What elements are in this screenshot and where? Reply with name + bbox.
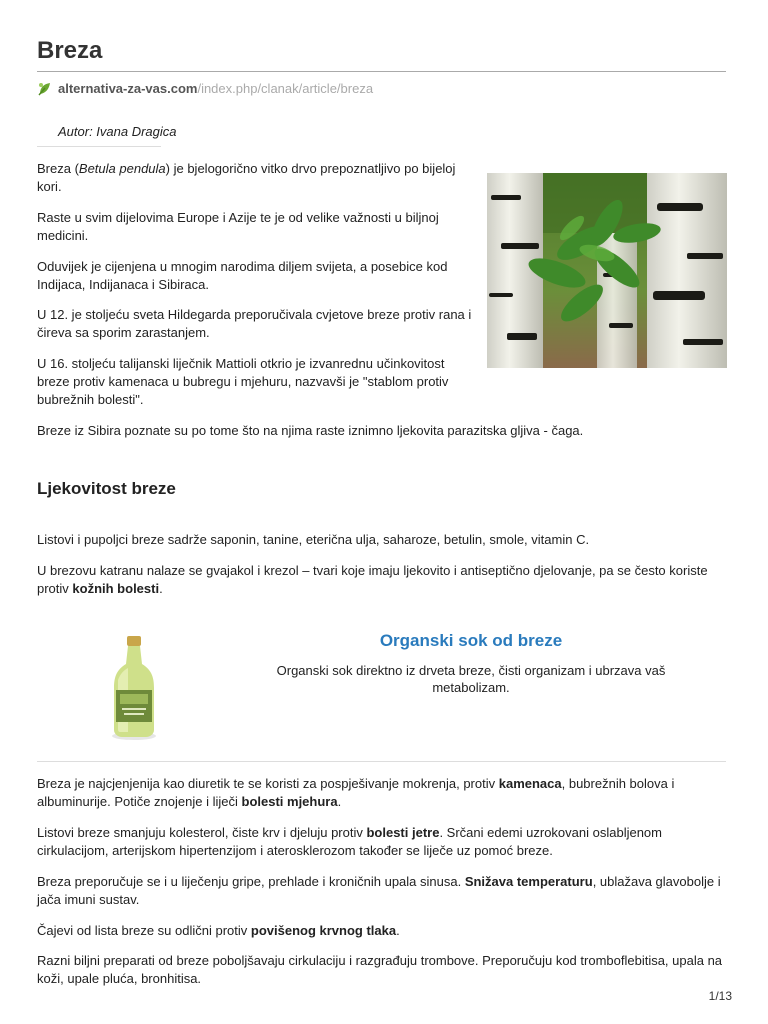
page-number: 1/13 xyxy=(708,989,732,1003)
intro-paragraph-5: U 16. stoljeću talijanski liječnik Mattioli otkrio je izvanrednu učinkovitost breze protiv kamenaca u bubregu i mjehuru, nazvavši je "stablom protiv bubrežnih bolesti". xyxy=(37,356,449,407)
text: , ublažava glavobolje i jača imuni sustav. xyxy=(37,874,721,907)
text: . xyxy=(159,581,163,596)
intro-paragraph-6: Breze iz Sibira poznate su po tome što na njima raste iznimno ljekovita parazitska gljiva - čaga. xyxy=(37,423,584,438)
emphasis: bolesti jetre xyxy=(366,825,440,840)
latin-name: Betula pendula xyxy=(78,161,166,176)
source-path[interactable]: /index.php/clanak/article/breza xyxy=(197,81,374,96)
body-paragraph-2 xyxy=(37,824,737,860)
body-paragraph-1 xyxy=(37,775,737,811)
section-heading: Ljekovitost breze xyxy=(37,479,176,498)
body-paragraph-5: Razni biljni preparati od breze poboljšavaju cirkulaciju i razgrađuju trombove. Preporučuju kod tromboflebitisa, upala na koži, upale pluća, bronhitisa. xyxy=(37,953,723,986)
text: Breza je najcjenjenija kao diuretik te se koristi za pospješivanje mokrenja, protiv xyxy=(37,776,499,791)
text: Čajevi od lista breze su odlični protiv xyxy=(37,923,251,938)
text: U brezovu katranu nalaze se gvajakol i krezol – tvari koje imaju ljekovito i antiseptično djelovanje, pa se često koriste protiv xyxy=(37,563,708,596)
body-paragraph-4 xyxy=(37,922,737,940)
emphasis: bolesti mjehura xyxy=(241,794,338,809)
promo-title-link[interactable]: Organski sok od breze xyxy=(379,631,563,650)
section-paragraph-1: Listovi i pupoljci breze sadrže saponin, tanine, eterična ulja, saharoze, betulin, smole, vitamin C. xyxy=(37,532,590,547)
emphasis: kožnih bolesti xyxy=(72,581,160,596)
text: Breza preporučuje se i u liječenju gripe, prehlade i kroničnih upala sinusa. xyxy=(37,874,465,889)
promo-divider xyxy=(37,761,726,762)
text: . xyxy=(396,923,400,938)
intro-paragraph-1 xyxy=(37,160,477,196)
body-paragraph-3 xyxy=(37,873,737,909)
author-divider xyxy=(37,146,161,147)
source-domain[interactable]: alternativa-za-vas.com xyxy=(58,81,198,96)
text: . xyxy=(337,794,342,809)
juice-bottle-image[interactable] xyxy=(60,628,208,742)
promo-description: Organski sok direktno iz drveta breze, čisti organizam i ubrzava vaš metabolizam. xyxy=(276,663,666,695)
emphasis: Snižava temperaturu xyxy=(464,874,593,889)
author: Autor: Ivana Dragica xyxy=(58,124,177,139)
emphasis: kamenaca xyxy=(498,776,562,791)
leaf-icon xyxy=(38,82,51,96)
section-paragraph-2 xyxy=(37,562,737,598)
text: ) je bjelogorično vitko drvo prepoznatljivo po bijeloj kori. xyxy=(37,161,456,194)
text: Breza ( xyxy=(37,161,79,176)
title-divider xyxy=(37,71,726,72)
source-link[interactable] xyxy=(38,80,373,98)
birch-photo xyxy=(487,173,727,368)
text: . Srčani edemi uzrokovani oslabljenom cirkulacijom, arterijskom hipertenzijom i aterosklerozom također se liječe uz pomoć breze. xyxy=(37,825,662,858)
intro-paragraph-2: Raste u svim dijelovima Europe i Azije te je od velike važnosti u biljnoj medicini. xyxy=(37,210,439,243)
emphasis: povišenog krvnog tlaka xyxy=(250,923,397,938)
text: Listovi breze smanjuju kolesterol, čiste krv i djeluju protiv xyxy=(37,825,367,840)
text: , bubrežnih bolova i albuminurije. Potiče znojenje i liječi xyxy=(37,776,675,809)
intro-paragraph-4: U 12. je stoljeću sveta Hildegarda preporučivala cvjetove breze protiv rana i čireva sa sporim zarastanjem. xyxy=(37,307,472,340)
page-title: Breza xyxy=(37,37,103,64)
intro-paragraph-3: Oduvijek je cijenjena u mnogim narodima diljem svijeta, a posebice kod Indijaca, Indijanaca i Sibiraca. xyxy=(37,259,448,292)
